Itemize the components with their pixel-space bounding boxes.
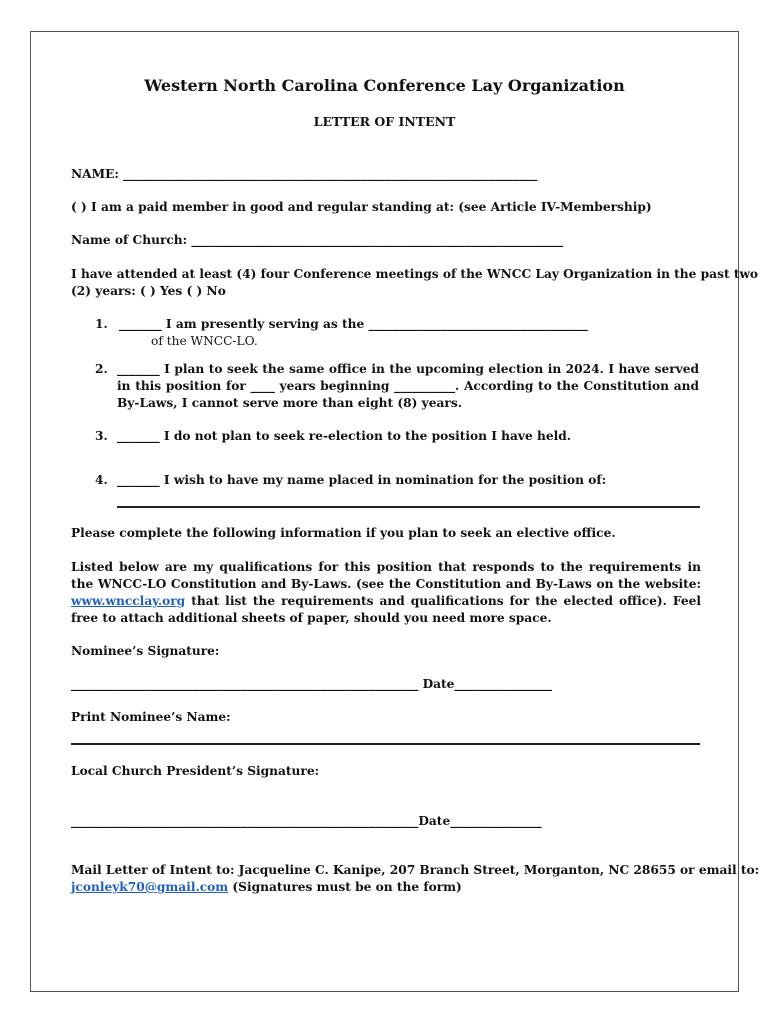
church-field-label: Name of Church: _____________________________________________________________ — [71, 233, 564, 247]
president-signature-label: Local Church President’s Signature: — [71, 764, 320, 778]
attended-meetings-line-2: (2) years: ( ) Yes ( ) No — [71, 284, 226, 298]
option-2-text: _______ I plan to seek the same office in the upcoming election in 2024. I have served in this position for ____ years beginning __________. According to the Constitution and By-Laws, I cannot serve more than eight (8) years. — [117, 362, 699, 410]
qualifications-text-end: that list the requirements and qualifications for the elected office). Feel free to attach additional sheets of paper, should you need more space. — [71, 594, 701, 625]
print-name-line — [71, 743, 700, 745]
qualifications-paragraph — [71, 559, 701, 627]
document-title: Western North Carolina Conference Lay Organization — [144, 76, 625, 95]
position-nomination-line — [117, 506, 700, 508]
option-1-number: 1. — [95, 317, 108, 331]
signature-note: (Signatures must be on the form) — [228, 880, 462, 894]
option-2-number: 2. — [95, 362, 108, 376]
option-4-number: 4. — [95, 473, 108, 487]
email-link[interactable]: jconleyk70@gmail.com — [71, 880, 229, 894]
name-field-label: NAME: ____________________________________________________________________ — [71, 167, 538, 181]
mail-contact-line — [71, 879, 462, 896]
president-signature-date-line: _________________________________________________________Date_______________ — [71, 814, 542, 828]
paid-member-checkbox-line: ( ) I am a paid member in good and regular standing at: (see Article IV-Membership) — [71, 200, 652, 214]
option-1-subtext: of the WNCC-LO. — [151, 334, 258, 348]
attended-meetings-line-1: I have attended at least (4) four Conference meetings of the WNCC Lay Organization in the past two — [71, 267, 759, 281]
qualifications-text-start: Listed below are my qualifications for this position that responds to the requirements in the WNCC-LO Constitution and By-Laws. (see the Constitution and By-Laws on the website: — [71, 560, 701, 591]
letter-page — [30, 31, 760, 992]
nominee-signature-label: Nominee’s Signature: — [71, 644, 220, 658]
document-subtitle: LETTER OF INTENT — [313, 114, 456, 129]
print-name-label: Print Nominee’s Name: — [71, 710, 231, 724]
option-3-number: 3. — [95, 429, 108, 443]
option-4-text: _______ I wish to have my name placed in nomination for the position of: — [117, 473, 607, 487]
website-link[interactable]: www.wncclay.org — [71, 594, 186, 608]
option-3-text: _______ I do not plan to seek re-election to the position I have held. — [117, 429, 572, 443]
nominee-signature-date-line: _________________________________________________________ Date________________ — [71, 677, 552, 691]
option-1-text: _______ I am presently serving as the ____________________________________ — [119, 317, 588, 331]
elective-office-instruction: Please complete the following information if you plan to seek an elective office. — [71, 526, 616, 540]
mail-instructions: Mail Letter of Intent to: Jacqueline C. Kanipe, 207 Branch Street, Morganton, NC 28655 or email to: — [71, 863, 760, 877]
